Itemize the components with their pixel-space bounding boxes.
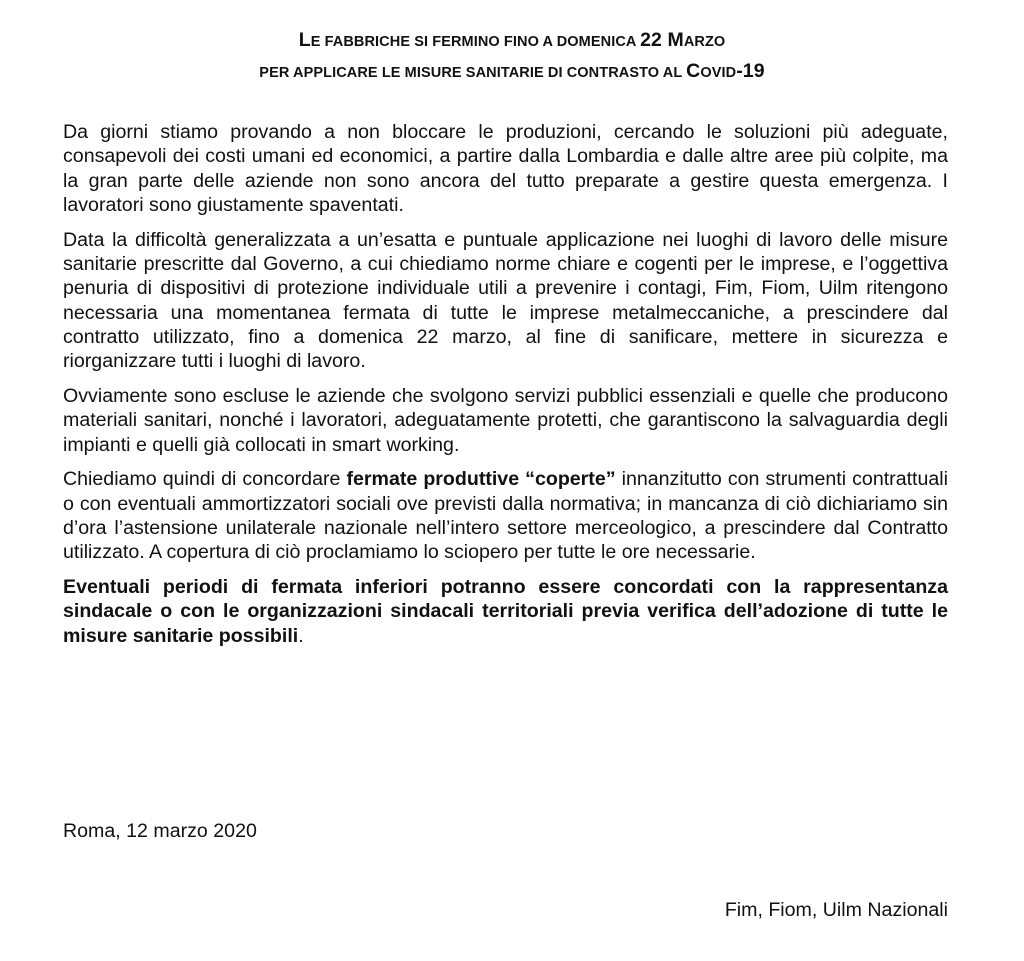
title-segment: E FABBRICHE SI FERMINO FINO A DOMENICA	[310, 34, 641, 51]
bold-text: fermate produttive “coperte”	[346, 468, 616, 491]
title-line-2	[60, 57, 964, 88]
title-segment: PER APPLICARE LE MISURE SANITARIE DI CONTRASTO AL	[259, 65, 687, 82]
title-segment: ARZO	[683, 34, 726, 51]
text-segment: Ovviamente sono escluse le aziende che svolgono servizi pubblici essenziali e quelle che producono materiali sanitari, nonché i lavoratori, adeguatamente protetti, che garantiscono la salvaguardia degli impianti e quelli già collocati in smart working.	[63, 384, 948, 456]
date-line: Roma, 12 marzo 2020	[63, 820, 257, 842]
title-segment: L	[298, 29, 311, 52]
text-segment: Data la difficoltà generalizzata a un’esatta e puntuale applicazione nei luoghi di lavoro delle misure sanitarie prescritte dal Governo, a cui chiediamo norme chiare e cogenti per le imprese, e l’oggettiva penuria di dispositivi di protezione individuale utili a prevenire i contagi, Fim, Fiom, Uilm ritengono necessaria una momentanea fermata di tutte le imprese metalmeccaniche, a prescindere dal contratto utilizzato, fino a domenica 22 marzo, al fine di sanificare, mettere in sicurezza e riorganizzare tutti i luoghi di lavoro.	[63, 228, 948, 373]
paragraph-1	[63, 120, 948, 217]
text-segment: innanzitutto con strumenti contrattuali o con eventuali ammortizzatori sociali ove previsti dalla normativa; in mancanza di ciò dichiariamo sin d’ora l’astensione unilaterale nazionale nell’intero settore merceologico, a prescindere dal Contratto utilizzato. A copertura di ciò proclamiamo lo sciopero per tutte le ore necessarie.	[63, 468, 948, 564]
title-segment: C	[686, 60, 701, 83]
title-segment: 22 M	[640, 29, 684, 52]
document-body	[63, 120, 948, 658]
title-line-1	[60, 26, 964, 57]
signature: Fim, Fiom, Uilm Nazionali	[724, 899, 948, 921]
text-segment: .	[298, 624, 304, 647]
paragraph-3	[63, 384, 948, 457]
document-title	[60, 26, 964, 88]
paragraph-5	[63, 575, 948, 648]
paragraph-4	[63, 467, 948, 564]
text-segment: Da giorni stiamo provando a non bloccare le produzioni, cercando le soluzioni più adeguate, consapevoli dei costi umani ed economici, a partire dalla Lombardia e dalle altre aree più colpite, ma la gran parte delle aziende non sono ancora del tutto preparate a gestire questa emergenza. I lavoratori sono giustamente spaventati.	[63, 121, 948, 216]
text-segment: Chiediamo quindi di concordare	[63, 468, 347, 491]
bold-text: Eventuali periodi di fermata inferiori potranno essere concordati con la rappresentanza sindacale o con le organizzazioni sindacali territoriali previa verifica dell’adozione di tutte le misure sanitarie possibili	[63, 576, 948, 647]
title-segment: -19	[736, 60, 765, 83]
title-segment: OVID	[700, 65, 737, 82]
paragraph-2	[63, 228, 948, 374]
